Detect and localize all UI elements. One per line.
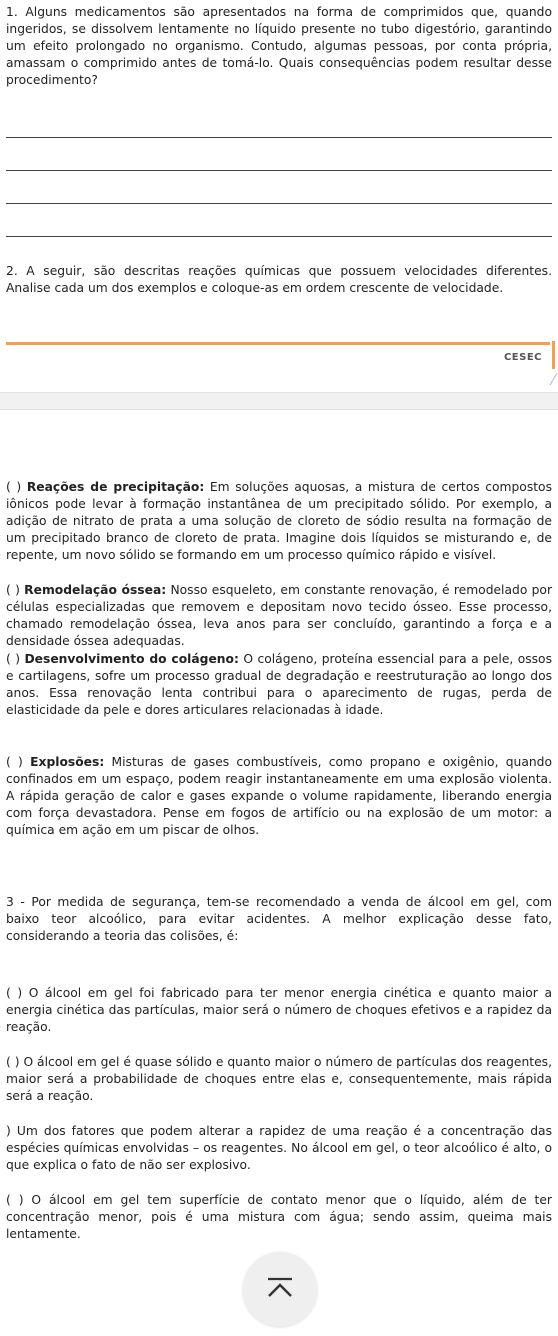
reaction-item bbox=[6, 479, 552, 564]
option-item: ( ) O álcool em gel tem superfície de contato menor que o líquido, além de ter concentração menor, pois é uma mistura com água; sendo assim, queima mais lentamente. bbox=[6, 1193, 552, 1241]
answer-blank: ( ) bbox=[6, 480, 27, 494]
option-item: ( ) O álcool em gel foi fabricado para ter menor energia cinética e quanto maior a energia cinética das partículas, maior será o número de choques efetivos e a rapidez da reação. bbox=[6, 986, 552, 1034]
reaction-body: Em soluções aquosas, a mistura de certos compostos iônicos pode levar à formação instantânea de um precipitado sólido. Por exemplo, a adição de nitrato de prata a uma solução de cloreto de sódio resulta na formação de um precipitado branco de cloreto de prata. Imagine dois líquidos se misturando e, de repente, um novo sólido se formando em um processo químico rápido e visível. bbox=[6, 480, 552, 562]
chevron-up-icon bbox=[265, 1274, 295, 1304]
question-3-intro: 3 - Por medida de segurança, tem-se recomendado a venda de álcool em gel, com baixo teor alcoólico, para evitar acidentes. A melhor explicação desse fato, considerando a teoria das colisões, é: bbox=[6, 895, 552, 943]
answer-blank: ( ) bbox=[6, 755, 31, 769]
answer-line bbox=[6, 203, 552, 204]
reaction-item bbox=[6, 754, 552, 839]
reaction-body: Misturas de gases combustíveis, como propano e oxigênio, quando confinados em um espaço, podem reagir instantaneamente em uma explosão violenta. A rápida geração de calor e gases expande o volume rapidamente, liberando energia com força devastadora. Pense em fogos de artifício ou na explosão de um motor: a química em ação em um piscar de olhos. bbox=[6, 755, 552, 837]
page-separator-band bbox=[0, 392, 558, 410]
answer-line bbox=[6, 236, 552, 237]
reaction-item bbox=[6, 582, 552, 650]
reaction-title: Explosões: bbox=[30, 755, 105, 769]
cesec-watermark: CESEC bbox=[503, 352, 542, 363]
reaction-title: Reações de precipitação: bbox=[26, 480, 205, 494]
answer-line bbox=[6, 170, 552, 171]
question-1-text: 1. Alguns medicamentos são apresentados na forma de comprimidos que, quando ingeridos, se dissolvem lentamente no líquido presente no tubo digestório, garantindo um efeito prolongado no organismo. Contudo, algumas pessoas, por conta própria, amassam o comprimido antes de tomá-lo. Quais consequências podem resultar desse procedimento? bbox=[6, 5, 552, 87]
reaction-item bbox=[6, 651, 552, 719]
header-divider bbox=[6, 342, 550, 345]
corner-mark bbox=[548, 372, 558, 386]
reaction-title: Desenvolvimento do colágeno: bbox=[24, 652, 239, 666]
reaction-title: Remodelação óssea: bbox=[24, 583, 167, 597]
option-item: ( ) O álcool em gel é quase sólido e quanto maior o número de partículas dos reagentes, maior será a probabilidade de choques entre elas e, consequentemente, mais rápida será a reação. bbox=[6, 1055, 552, 1103]
reaction-body: Nosso esqueleto, em constante renovação, é remodelado por células especializadas que removem e depositam novo tecido ósseo. Esse processo, chamado remodelação óssea, leva anos para ser concluído, garantindo a força e a densidade óssea adequadas. bbox=[6, 583, 552, 648]
scroll-to-top-button[interactable] bbox=[243, 1252, 317, 1326]
reaction-body: O colágeno, proteína essencial para a pele, ossos e cartilagens, sofre um processo gradual de degradação e reestruturação ao longo dos anos. Essa renovação lenta contribui para o aparecimento de rugas, perda de elasticidade da pele e dores articulares relacionadas à idade. bbox=[6, 652, 552, 717]
header-divider-edge bbox=[552, 341, 555, 369]
option-item: ) Um dos fatores que podem alterar a rapidez de uma reação é a concentração das espécies químicas envolvidas – os reagentes. No álcool em gel, o teor alcoólico é alto, o que explica o fato de não ser explosivo. bbox=[6, 1124, 552, 1172]
answer-line bbox=[6, 137, 552, 138]
question-2-intro: 2. A seguir, são descritas reações químicas que possuem velocidades diferentes. Analise cada um dos exemplos e coloque-as em ordem crescente de velocidade. bbox=[6, 264, 552, 295]
answer-blank: ( ) bbox=[6, 583, 25, 597]
answer-blank: ( ) bbox=[6, 652, 25, 666]
